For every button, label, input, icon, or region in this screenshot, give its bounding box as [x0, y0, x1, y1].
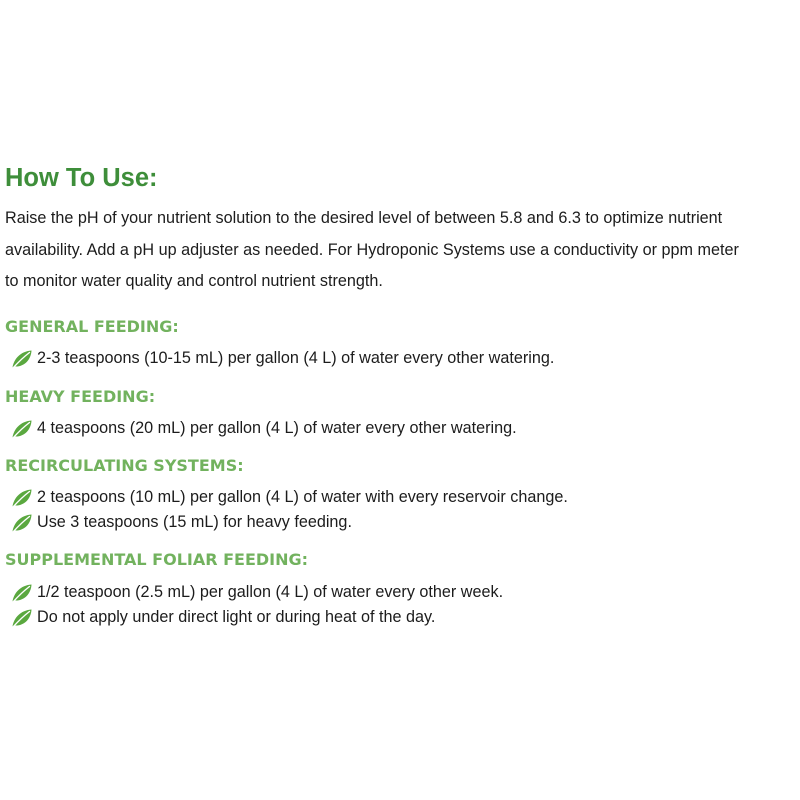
list-item — [11, 580, 503, 605]
list-item — [11, 605, 503, 630]
list-item-text: 1/2 teaspoon (2.5 mL) per gallon (4 L) of water every other week. — [37, 583, 504, 601]
list-item — [11, 416, 517, 441]
intro-line: availability. Add a pH up adjuster as needed. For Hydroponic Systems use a conductivity or ppm meter — [5, 240, 739, 259]
section-heading-heavy-feeding: HEAVY FEEDING: — [5, 387, 156, 406]
list-item-text: 2-3 teaspoons (10-15 mL) per gallon (4 L) of water every other watering. — [37, 349, 555, 367]
leaf-icon — [11, 583, 33, 603]
list-item-text: Use 3 teaspoons (15 mL) for heavy feeding. — [37, 513, 352, 531]
leaf-icon — [11, 488, 33, 508]
section-heading-general-feeding: GENERAL FEEDING: — [5, 317, 179, 336]
intro-line: Raise the pH of your nutrient solution to the desired level of between 5.8 and 6.3 to optimize nutrient — [5, 209, 723, 227]
list-item — [11, 346, 554, 371]
list-item — [11, 510, 568, 535]
intro-line: to monitor water quality and control nutrient strength. — [5, 272, 383, 290]
section-heading-recirculating-systems: RECIRCULATING SYSTEMS: — [5, 456, 244, 475]
list-item-text: 4 teaspoons (20 mL) per gallon (4 L) of water every other watering. — [37, 419, 517, 437]
section-heading-supplemental-foliar-feeding: SUPPLEMENTAL FOLIAR FEEDING: — [5, 550, 309, 569]
leaf-icon — [11, 419, 33, 439]
list-item — [11, 485, 568, 510]
leaf-icon — [11, 349, 33, 369]
page-title: How To Use: — [5, 164, 158, 192]
recirculating-systems-list — [11, 485, 568, 535]
leaf-icon — [11, 513, 33, 533]
leaf-icon — [11, 608, 33, 628]
heavy-feeding-list — [11, 416, 517, 441]
supplemental-foliar-feeding-list — [11, 580, 503, 630]
list-item-text: 2 teaspoons (10 mL) per gallon (4 L) of water with every reservoir change. — [37, 488, 568, 506]
list-item-text: Do not apply under direct light or during heat of the day. — [37, 608, 436, 626]
intro-paragraph — [5, 203, 800, 298]
general-feeding-list — [11, 346, 554, 371]
